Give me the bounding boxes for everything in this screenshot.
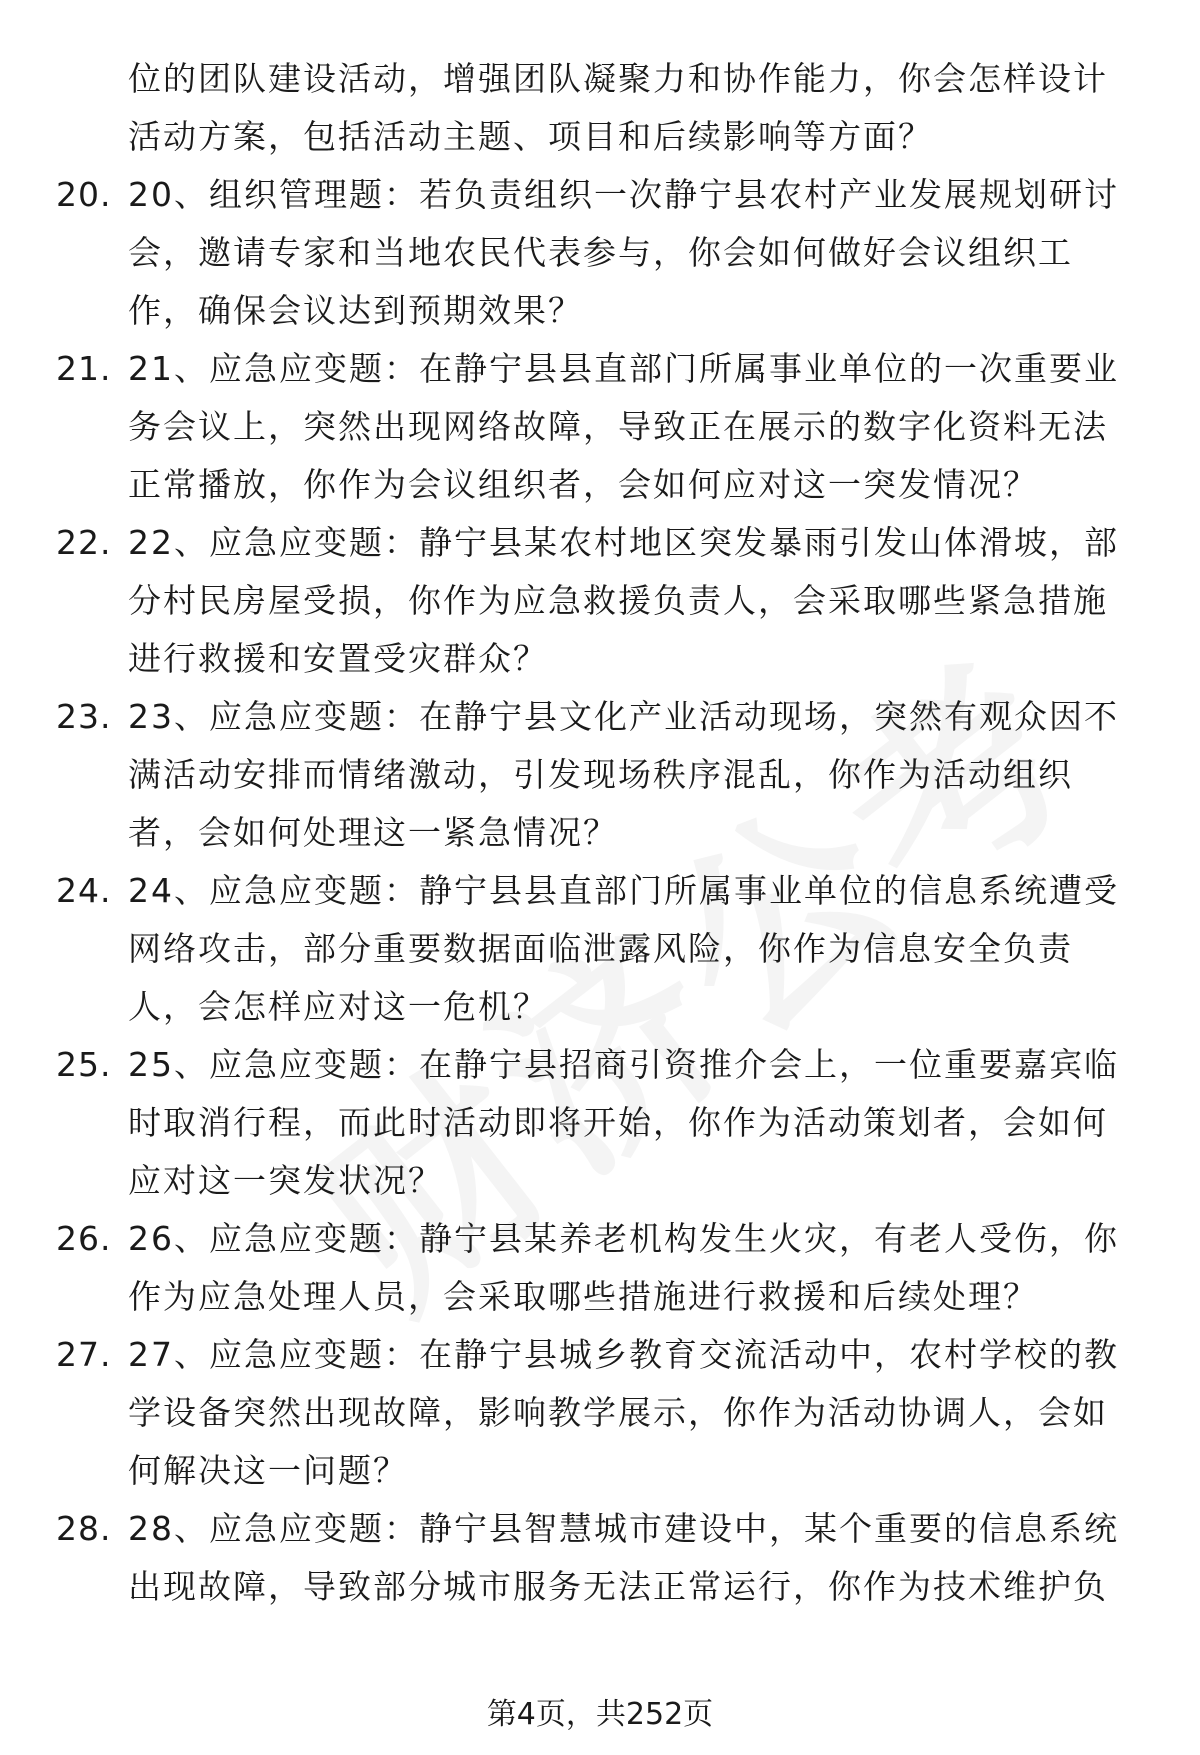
item-number: 22. <box>56 523 112 562</box>
item-text: 28、应急应变题：静宁县智慧城市建设中，某个重要的信息系统 出现故障，导致部分城市服务无法正常运行，你作为技术维护负 <box>128 1509 1119 1606</box>
item-number: 27. <box>56 1335 112 1374</box>
item-number: 23. <box>56 697 112 736</box>
page-footer: 第4页，共252页 <box>486 1697 714 1732</box>
item-text: 27、应急应变题：在静宁县城乡教育交流活动中，农村学校的教 学设备突然出现故障，影响教学展示，你作为活动协调人，会如 何解决这一问题？ <box>128 1335 1119 1490</box>
item-number: 26. <box>56 1219 112 1258</box>
item-text: 23、应急应变题：在静宁县文化产业活动现场，突然有观众因不 满活动安排而情绪激动，引发现场秩序混乱，你作为活动组织 者，会如何处理这一紧急情况？ <box>128 697 1119 852</box>
item-number: 28. <box>56 1509 112 1548</box>
item-text: 25、应急应变题：在静宁县招商引资推介会上，一位重要嘉宾临 时取消行程，而此时活动即将开始，你作为活动策划者，会如何 应对这一突发状况？ <box>128 1045 1119 1200</box>
item-number: 24. <box>56 871 112 910</box>
item-text: 21、应急应变题：在静宁县县直部门所属事业单位的一次重要业 务会议上，突然出现网络故障，导致正在展示的数字化资料无法 正常播放，你作为会议组织者，会如何应对这一突发情况？ <box>128 349 1119 504</box>
item-text: 26、应急应变题：静宁县某养老机构发生火灾，有老人受伤，你 作为应急处理人员，会采取哪些措施进行救援和后续处理？ <box>128 1219 1119 1316</box>
item-number: 20. <box>56 175 112 214</box>
item-number: 25. <box>56 1045 112 1084</box>
item-text: 22、应急应变题：静宁县某农村地区突发暴雨引发山体滑坡，部 分村民房屋受损，你作为应急救援负责人，会采取哪些紧急措施 进行救援和安置受灾群众？ <box>128 523 1119 678</box>
item-text: 位的团队建设活动，增强团队凝聚力和协作能力，你会怎样设计 活动方案，包括活动主题、项目和后续影响等方面？ <box>128 59 1108 156</box>
item-text: 24、应急应变题：静宁县县直部门所属事业单位的信息系统遭受 网络攻击，部分重要数据面临泄露风险，你作为信息安全负责 人，会怎样应对这一危机？ <box>128 871 1119 1026</box>
item-text: 20、组织管理题：若负责组织一次静宁县农村产业发展规划研讨 会，邀请专家和当地农民代表参与，你会如何做好会议组织工 作，确保会议达到预期效果？ <box>128 175 1119 330</box>
item-number: 21. <box>56 349 112 388</box>
